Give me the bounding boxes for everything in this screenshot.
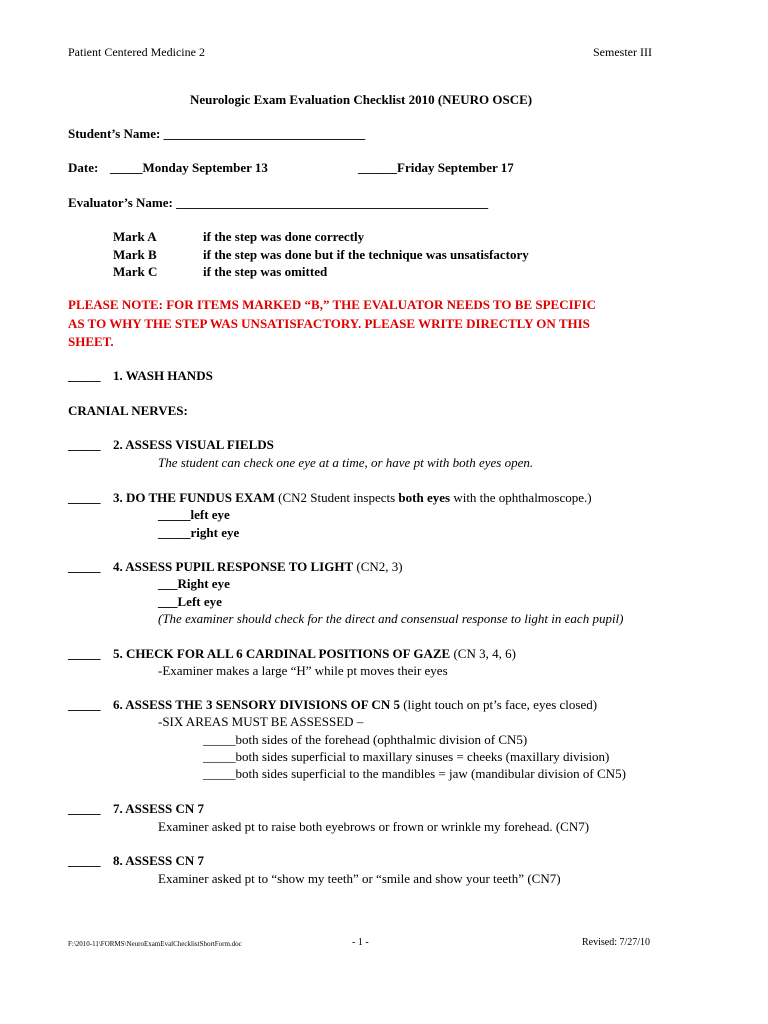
item1-blank: _____ — [68, 368, 101, 383]
item5-rest: (CN 3, 4, 6) — [450, 646, 516, 661]
item3-right-eye: _____right eye — [158, 525, 240, 540]
item4-left-eye: ___Left eye — [158, 594, 222, 609]
item6-rest: (light touch on pt’s face, eyes closed) — [399, 697, 598, 712]
item5-title: 5. CHECK FOR ALL 6 CARDINAL POSITIONS OF GAZE — [113, 646, 451, 661]
item3-blank: _____ — [68, 490, 101, 505]
course-name: Patient Centered Medicine 2 — [68, 45, 205, 59]
item3-rest1: (CN2 Student inspects — [274, 490, 399, 505]
item7-title: 7. ASSESS CN 7 — [113, 801, 205, 816]
item2-title: 2. ASSESS VISUAL FIELDS — [113, 437, 274, 452]
item6-sub: -SIX AREAS MUST BE ASSESSED – — [158, 714, 364, 729]
mark-a-label: Mark A — [113, 229, 157, 244]
evaluator-name-field: Evaluator’s Name: ________________________________________________ — [68, 195, 489, 210]
semester: Semester III — [593, 45, 652, 59]
item4-line — [113, 559, 403, 575]
item4-rest: (CN2, 3) — [353, 559, 403, 574]
item6-area-cheeks: _____both sides superficial to maxillary sinuses = cheeks (maxillary division) — [203, 749, 610, 764]
item5-sub: -Examiner makes a large “H” while pt moves their eyes — [158, 663, 448, 678]
item7-sub: Examiner asked pt to raise both eyebrows or frown or wrinkle my forehead. (CN7) — [158, 819, 590, 834]
mark-b-desc: if the step was done but if the technique was unsatisfactory — [203, 247, 529, 262]
item6-area-forehead: _____both sides of the forehead (ophthalmic division of CN5) — [203, 732, 528, 747]
item5-line — [113, 646, 516, 662]
page-title: Neurologic Exam Evaluation Checklist 2010 (NEURO OSCE) — [190, 92, 533, 107]
item2-sub: The student can check one eye at a time, or have pt with both eyes open. — [158, 455, 534, 470]
item6-line — [113, 697, 597, 713]
item8-blank: _____ — [68, 853, 101, 868]
student-name-field: Student’s Name: _______________________________ — [68, 126, 366, 141]
note-line-3: SHEET. — [68, 334, 114, 349]
item1-title: 1. WASH HANDS — [113, 368, 213, 383]
item4-num: 4 — [113, 559, 120, 574]
item3-rest2: with the ophthalmoscope.) — [450, 490, 592, 505]
date-label: Date: — [68, 160, 99, 175]
mark-c-desc: if the step was omitted — [203, 264, 328, 279]
footer-page-number: - 1 - — [352, 937, 369, 948]
note-line-2: AS TO WHY THE STEP WAS UNSATISFACTORY. PLEASE WRITE DIRECTLY ON THIS — [68, 316, 590, 331]
item4-right-eye: ___Right eye — [158, 576, 230, 591]
date-option-friday: ______Friday September 17 — [358, 160, 514, 175]
item5-blank: _____ — [68, 646, 101, 661]
item3-title: 3. DO THE FUNDUS EXAM — [113, 490, 275, 505]
item3-left-eye: _____left eye — [158, 507, 230, 522]
footer-file-path: F:\2010-11\FORMS\NeuroExamEvalChecklistShortForm.doc — [68, 940, 242, 948]
footer-revised: Revised: 7/27/10 — [582, 937, 651, 948]
item4-title: . ASSESS PUPIL RESPONSE TO LIGHT — [119, 559, 354, 574]
item4-note: (The examiner should check for the direct and consensual response to light in each pupil) — [158, 611, 624, 626]
item6-area-jaw: _____both sides superficial to the mandibles = jaw (mandibular division of CN5) — [203, 766, 626, 781]
date-option-monday: _____Monday September 13 — [110, 160, 268, 175]
item6-title: . ASSESS THE 3 SENSORY DIVISIONS OF CN 5 — [119, 697, 400, 712]
item4-blank: _____ — [68, 559, 101, 574]
mark-b-label: Mark B — [113, 247, 157, 262]
mark-c-label: Mark C — [113, 264, 158, 279]
item6-blank: _____ — [68, 697, 101, 712]
item3-bold: both eyes — [398, 490, 451, 505]
section-cranial-nerves: CRANIAL NERVES: — [68, 403, 188, 418]
item8-title: 8. ASSESS CN 7 — [113, 853, 205, 868]
mark-a-desc: if the step was done correctly — [203, 229, 365, 244]
item8-sub: Examiner asked pt to “show my teeth” or “smile and show your teeth” (CN7) — [158, 871, 561, 886]
item2-blank: _____ — [68, 437, 101, 452]
item3-line — [113, 490, 592, 506]
item6-num: 6 — [113, 697, 120, 712]
item7-blank: _____ — [68, 801, 101, 816]
note-line-1: PLEASE NOTE: FOR ITEMS MARKED “B,” THE EVALUATOR NEEDS TO BE SPECIFIC — [68, 297, 597, 312]
